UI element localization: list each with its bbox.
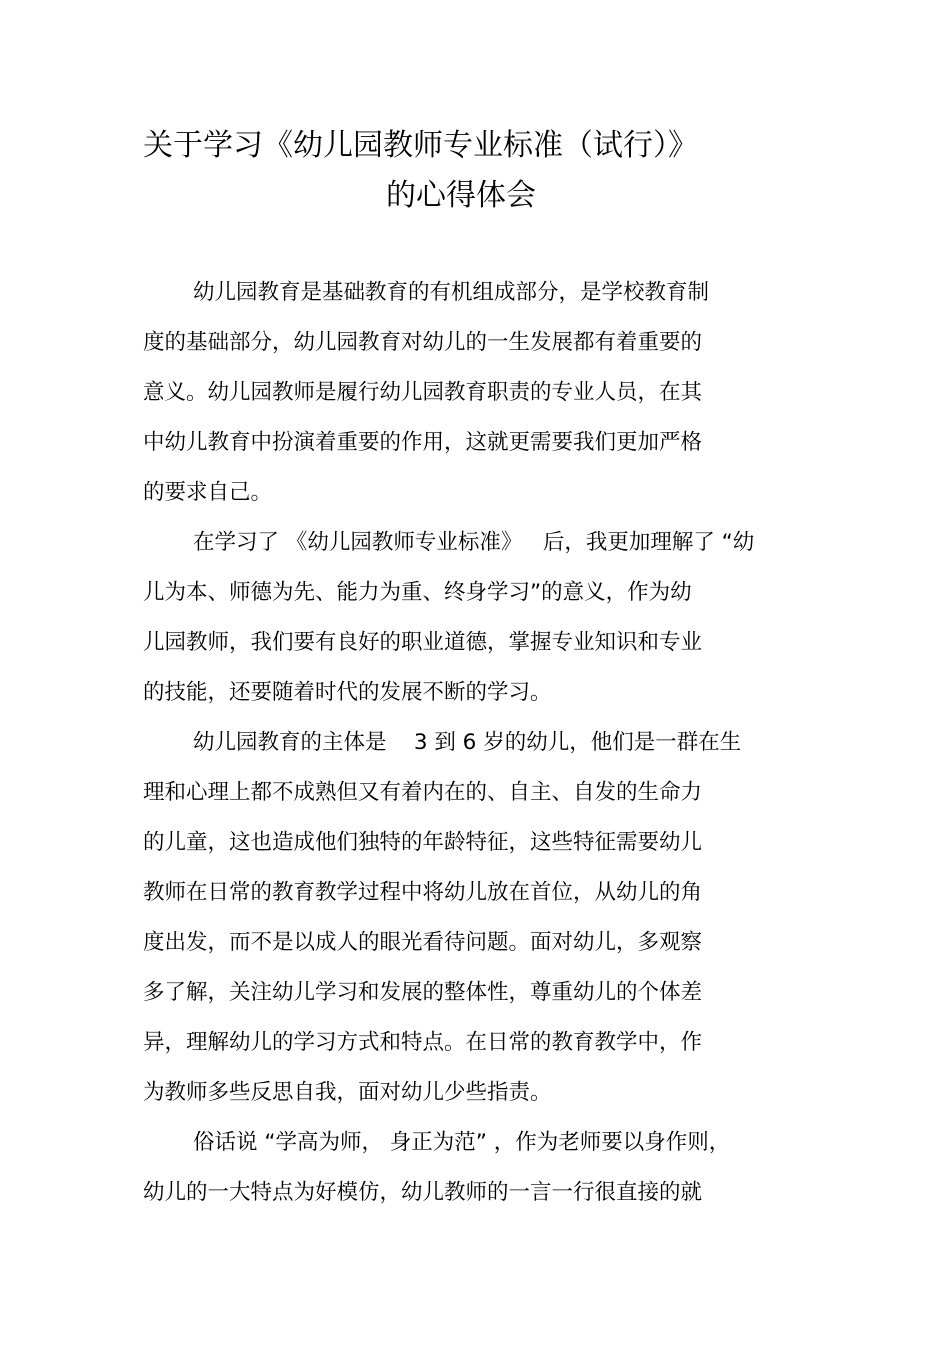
paragraph-line: 儿园教师，我们要有良好的职业道德，掌握专业知识和专业 [143,630,703,655]
paragraph-line: 幼儿园教育的主体是 3 到 6 岁的幼儿，他们是一群在生 [193,730,742,755]
paragraph-line: 理和心理上都不成熟但又有着内在的、自主、自发的生命力 [143,780,703,805]
paragraph-line: 教师在日常的教育教学过程中将幼儿放在首位，从幼儿的角 [143,880,703,905]
paragraph-line: 度出发，而不是以成人的眼光看待问题。面对幼儿，多观察 [143,930,703,955]
paragraph-line: 中幼儿教育中扮演着重要的作用，这就更需要我们更加严格 [143,430,703,455]
paragraph-line: 意义。幼儿园教师是履行幼儿园教育职责的专业人员，在其 [143,380,703,405]
document-title-line-1: 关于学习《幼儿园教师专业标准（试行）》 [143,128,698,163]
paragraph-line: 的技能，还要随着时代的发展不断的学习。 [143,680,552,705]
paragraph-line: 幼儿园教育是基础教育的有机组成部分，是学校教育制 [193,280,710,305]
paragraph-line: 为教师多些反思自我，面对幼儿少些指责。 [143,1080,552,1105]
paragraph-line: 度的基础部分，幼儿园教育对幼儿的一生发展都有着重要的 [143,330,703,355]
paragraph-line: 的要求自己。 [143,480,273,505]
paragraph-line: 在学习了 《幼儿园教师专业标准》 后，我更加理解了 “幼 [193,530,755,555]
paragraph-line: 俗话说 “学高为师， 身正为范” ，作为老师要以身作则， [193,1130,731,1155]
paragraph-line: 儿为本、师德为先、能力为重、终身学习”的意义，作为幼 [143,580,692,605]
paragraph-line: 多了解，关注幼儿学习和发展的整体性，尊重幼儿的个体差 [143,980,703,1005]
paragraph-line: 的儿童，这也造成他们独特的年龄特征，这些特征需要幼儿 [143,830,703,855]
paragraph-line: 异，理解幼儿的学习方式和特点。在日常的教育教学中，作 [143,1030,703,1055]
document-title-line-2: 的心得体会 [386,178,536,213]
paragraph-line: 幼儿的一大特点为好模仿，幼儿教师的一言一行很直接的就 [143,1180,703,1205]
